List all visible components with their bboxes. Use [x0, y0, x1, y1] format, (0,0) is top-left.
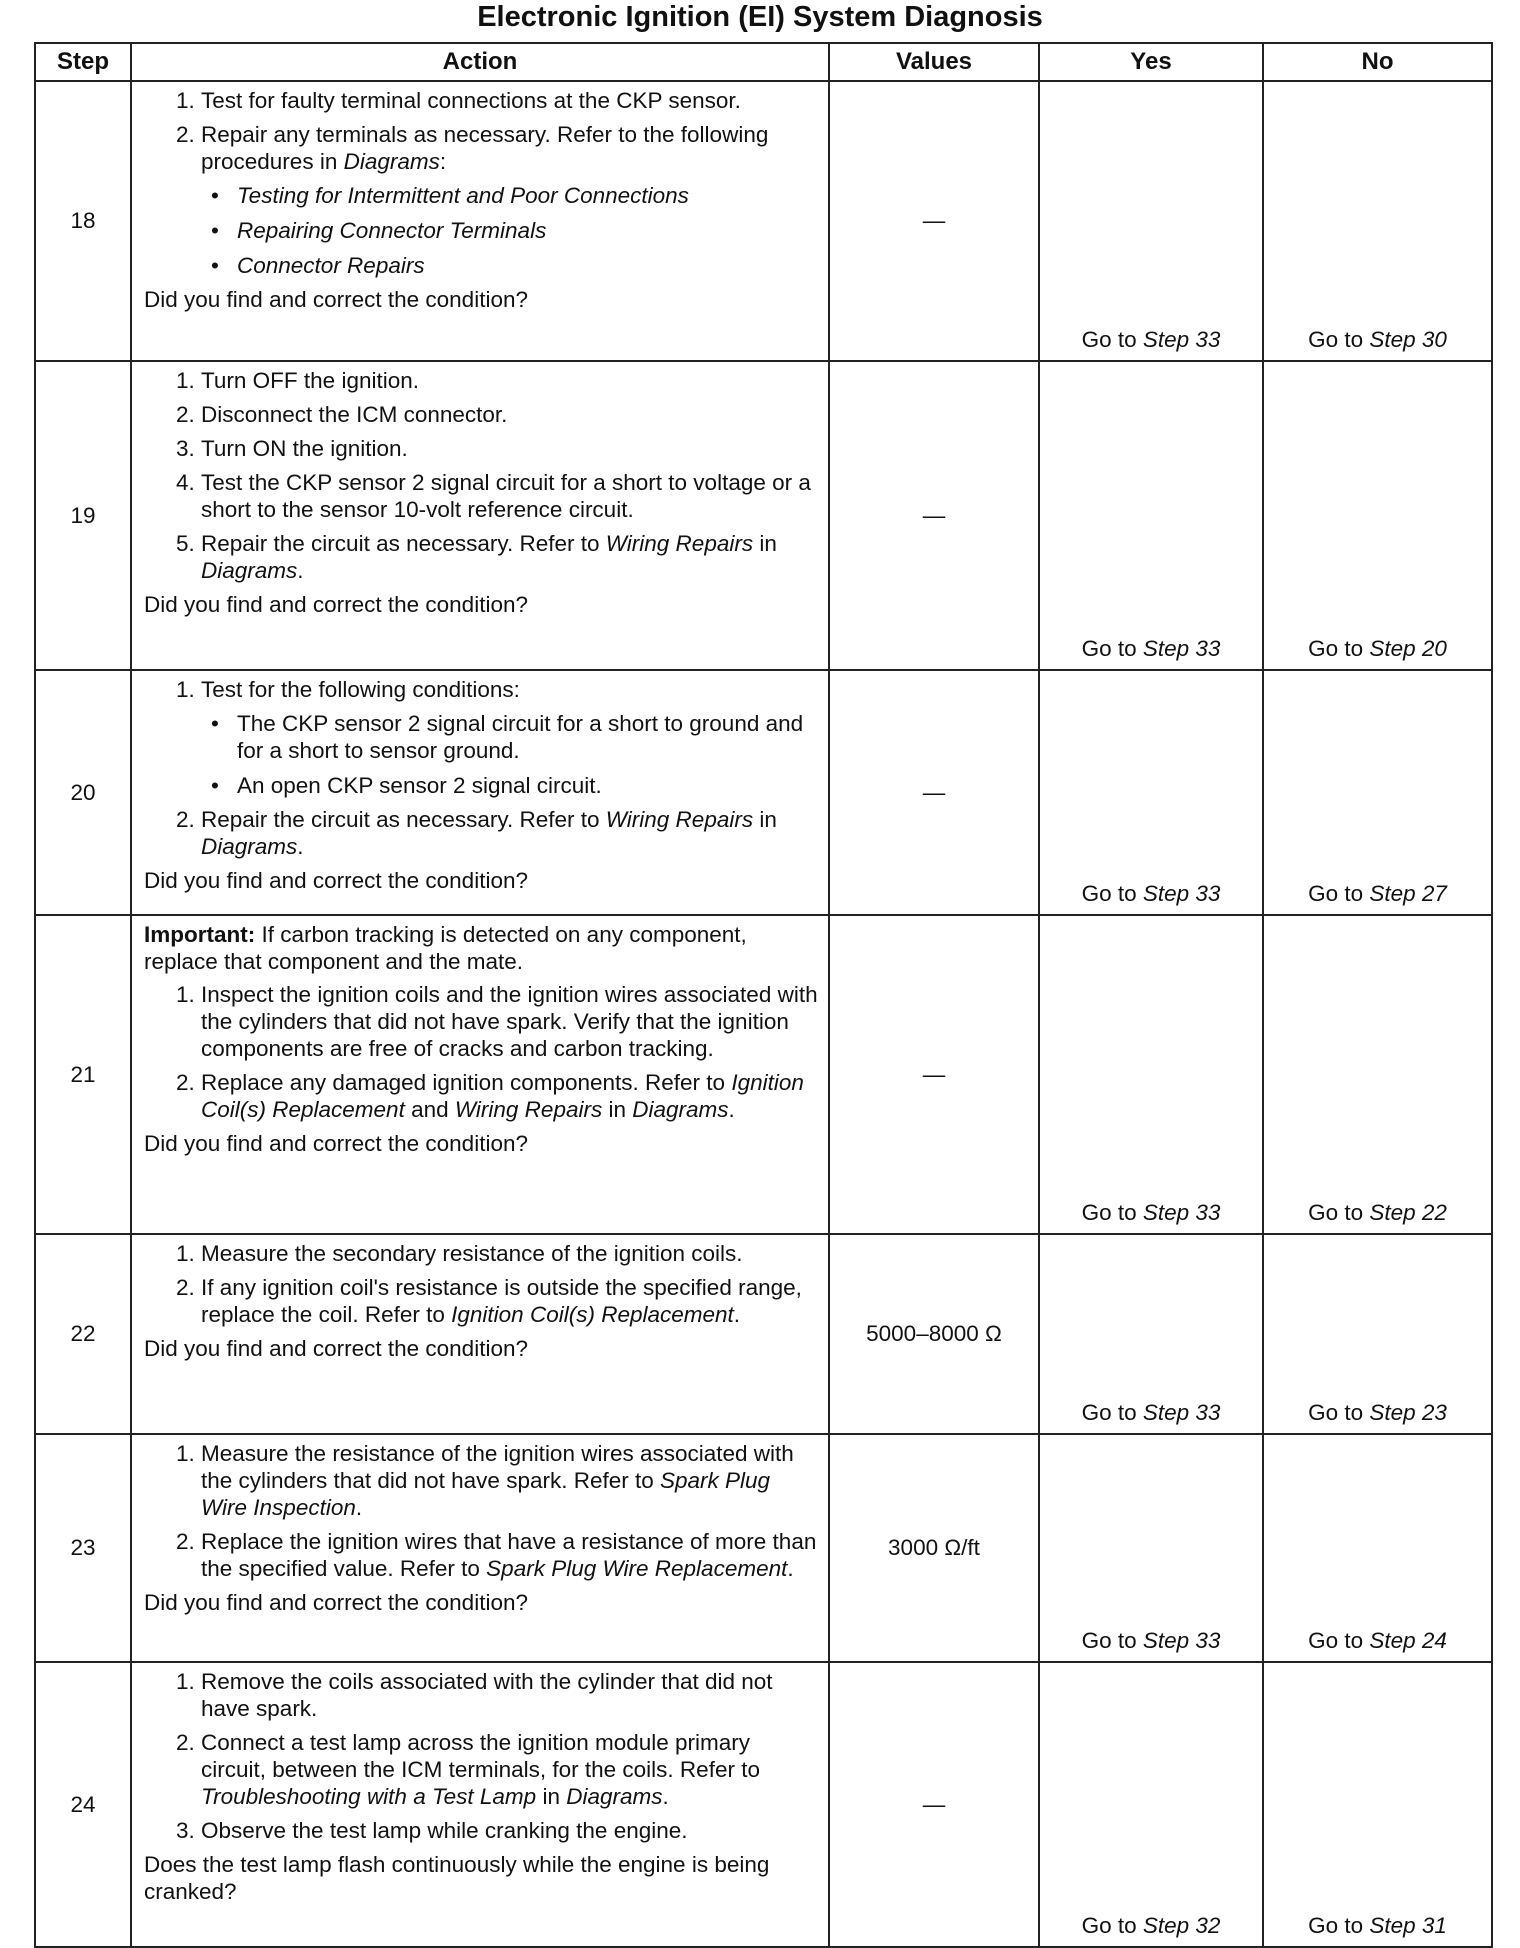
yes-cell: Go to Step 33 — [1039, 1434, 1263, 1662]
step-number: 24 — [35, 1662, 131, 1947]
step-number: 22 — [35, 1234, 131, 1434]
no-cell: Go to Step 27 — [1263, 670, 1492, 915]
question: Did you find and correct the condition? — [144, 287, 528, 312]
header-values: Values — [829, 43, 1039, 81]
question: Did you find and correct the condition? — [144, 592, 528, 617]
table-row — [35, 1234, 1492, 1434]
action-item: 1. Remove the coils associated with the cylinder that did not have spark. — [201, 1668, 818, 1722]
yes-cell: Go to Step 33 — [1039, 1234, 1263, 1434]
bullet-item: • An open CKP sensor 2 signal circuit. — [211, 773, 602, 798]
question: Did you find and correct the condition? — [144, 1336, 528, 1361]
no-cell: Go to Step 24 — [1263, 1434, 1492, 1662]
no-cell: Go to Step 20 — [1263, 361, 1492, 670]
yes-cell: Go to Step 33 — [1039, 915, 1263, 1234]
table-row — [35, 361, 1492, 670]
action-item: 2. Repair any terminals as necessary. Refer to the following procedures in Diagrams: • Testing for Intermittent and Poor Connections • Repairing Connector Terminals • Connector Repairs — [201, 121, 818, 279]
important-note: Important: If carbon tracking is detected on any component, replace that component and the mate. — [144, 922, 747, 974]
value-cell: — — [829, 670, 1039, 915]
yes-cell: Go to Step 33 — [1039, 361, 1263, 670]
action-item: 1. Test for the following conditions: • The CKP sensor 2 signal circuit for a short to ground and for a short to sensor ground. • An open CKP sensor 2 signal circuit. — [201, 676, 818, 799]
step-number: 20 — [35, 670, 131, 915]
action-item: 1. Measure the resistance of the ignition wires associated with the cylinders that did not have spark. Refer to Spark Plug Wire Inspection. — [201, 1440, 818, 1521]
yes-cell: Go to Step 32 — [1039, 1662, 1263, 1947]
action-item: 2. Connect a test lamp across the ignition module primary circuit, between the ICM terminals, for the coils. Refer to Troubleshooting with a Test Lamp in Diagrams. — [201, 1729, 818, 1810]
no-cell: Go to Step 31 — [1263, 1662, 1492, 1947]
action-cell — [131, 915, 829, 1234]
table-row — [35, 915, 1492, 1234]
header-step: Step — [35, 43, 131, 81]
yes-cell: Go to Step 33 — [1039, 670, 1263, 915]
value-cell: 3000 Ω/ft — [829, 1434, 1039, 1662]
action-item: 1. Turn OFF the ignition. — [201, 367, 818, 394]
action-item: 5. Repair the circuit as necessary. Refer to Wiring Repairs in Diagrams. — [201, 530, 818, 584]
step-number: 19 — [35, 361, 131, 670]
no-cell: Go to Step 30 — [1263, 81, 1492, 361]
value-cell: — — [829, 1662, 1039, 1947]
header-row — [35, 43, 1492, 81]
value-cell: — — [829, 915, 1039, 1234]
question: Did you find and correct the condition? — [144, 868, 528, 893]
step-number: 21 — [35, 915, 131, 1234]
table-row — [35, 81, 1492, 361]
bullet-item: • Connector Repairs — [211, 253, 425, 278]
bullet-item: • Repairing Connector Terminals — [211, 218, 547, 243]
action-item: 4. Test the CKP sensor 2 signal circuit for a short to voltage or a short to the sensor 10-volt reference circuit. — [201, 469, 818, 523]
action-cell — [131, 81, 829, 361]
action-item: 3. Turn ON the ignition. — [201, 435, 818, 462]
action-item: 3. Observe the test lamp while cranking the engine. — [201, 1817, 818, 1844]
action-item: 2. Replace the ignition wires that have a resistance of more than the specified value. Refer to Spark Plug Wire Replacement. — [201, 1528, 818, 1582]
diagnosis-table — [34, 42, 1493, 1948]
page-title: Electronic Ignition (EI) System Diagnosis — [477, 1, 1043, 33]
header-no: No — [1263, 43, 1492, 81]
step-number: 23 — [35, 1434, 131, 1662]
action-item: 2. Replace any damaged ignition components. Refer to Ignition Coil(s) Replacement and Wiring Repairs in Diagrams. — [201, 1069, 818, 1123]
yes-cell: Go to Step 33 — [1039, 81, 1263, 361]
header-yes: Yes — [1039, 43, 1263, 81]
table-row — [35, 1662, 1492, 1947]
value-cell: 5000–8000 Ω — [829, 1234, 1039, 1434]
action-item: 1. Test for faulty terminal connections at the CKP sensor. — [201, 87, 818, 114]
table-row — [35, 1434, 1492, 1662]
action-cell — [131, 670, 829, 915]
bullet-item: • The CKP sensor 2 signal circuit for a short to ground and for a short to sensor ground. — [211, 711, 804, 763]
step-number: 18 — [35, 81, 131, 361]
action-cell — [131, 1434, 829, 1662]
action-item: 2. Disconnect the ICM connector. — [201, 401, 818, 428]
question: Did you find and correct the condition? — [144, 1590, 528, 1615]
action-item: 1. Inspect the ignition coils and the ignition wires associated with the cylinders that did not have spark. Verify that the ignition components are free of cracks and carbon tracking. — [201, 981, 818, 1062]
question: Does the test lamp flash continuously while the engine is being cranked? — [144, 1852, 770, 1904]
no-cell: Go to Step 23 — [1263, 1234, 1492, 1434]
question: Did you find and correct the condition? — [144, 1131, 528, 1156]
action-item: 2. Repair the circuit as necessary. Refer to Wiring Repairs in Diagrams. — [201, 806, 818, 860]
table-row — [35, 670, 1492, 915]
no-cell: Go to Step 22 — [1263, 915, 1492, 1234]
action-cell — [131, 361, 829, 670]
action-cell — [131, 1234, 829, 1434]
action-item: 2. If any ignition coil's resistance is outside the specified range, replace the coil. Refer to Ignition Coil(s) Replacement. — [201, 1274, 818, 1328]
header-action: Action — [131, 43, 829, 81]
value-cell: — — [829, 81, 1039, 361]
value-cell: — — [829, 361, 1039, 670]
action-cell — [131, 1662, 829, 1947]
action-item: 1. Measure the secondary resistance of the ignition coils. — [201, 1240, 818, 1267]
bullet-item: • Testing for Intermittent and Poor Connections — [211, 183, 689, 208]
